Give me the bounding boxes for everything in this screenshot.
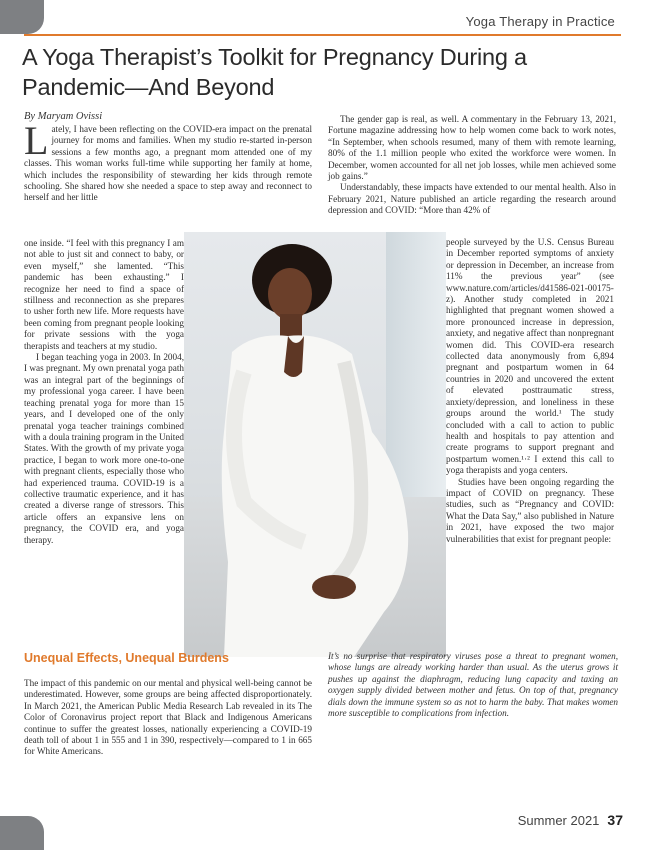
intro-paragraph — [24, 118, 312, 204]
paragraph: people surveyed by the U.S. Census Bureau in December reported symptoms of anxiety or depression in December, an increase from 11% the previous year” (see www.nature.com/articles/d41586-021-00175-z). Another study completed in 2021 highlighted that pregnant women showed a more pronounced increase in depression, anxiety, and negative affect than nonpregnant women did. This COVID-era research collected data anonymously from 6,894 pregnant and postpartum women in 64 countries in 2020 and uncovered the extent of elevated posttraumatic stress, anxiety/depression, and loneliness in these groups around the world.¹ The study concluded with a call to action to public health and hospitals to pay attention and create programs to support pregnant and postpartum women.¹·² I extend this call to yoga therapists and yoga centers. — [446, 237, 614, 476]
page-footer — [518, 812, 623, 828]
bottom-left-column — [24, 678, 312, 758]
pregnant-woman-figure — [184, 232, 446, 657]
byline: By Maryam Ovissi — [24, 111, 103, 122]
section-subhead: Unequal Effects, Unequal Burdens — [24, 651, 229, 665]
right-column-top — [328, 114, 616, 217]
header-rule — [24, 34, 621, 36]
pull-quote: It’s no surprise that respiratory viruses pose a threat to pregnant women, whose lungs are already working harder than usual. As the uterus grows it pushes up against the diaphragm, reducing lung capacity and taxing an oxygen supply divided between mother and fetus. On top of that, pregnancy dials down the immune system so as not to harm the baby. That makes women more susceptible to complications from infection. — [328, 651, 618, 719]
left-column-top — [24, 118, 312, 204]
paragraph: Understandably, these impacts have extended to our mental health. Also in February 2021, Nature published an article regarding the research around depression and COVID: “More than 42% of — [328, 182, 616, 216]
paragraph: one inside. “I feel with this pregnancy I am not able to just sit and connect to baby, or even myself,” she lamented. “This pandemic has been exhausting.” I recognize her need to find a space of stillness and reconnection as she prepares to usher forth new life. More requests have been coming from pregnant people looking for private sessions with the yoga therapists and teachers at my studio. — [24, 238, 184, 351]
page-number: 37 — [607, 812, 623, 828]
right-column-narrow — [446, 237, 614, 545]
left-column-narrow — [24, 238, 184, 546]
issue-label: Summer 2021 — [517, 813, 600, 828]
drop-cap: L — [24, 118, 49, 163]
intro-text: ately, I have been reflecting on the COVID-era impact on the prenatal journey for moms and families. When my studio re-started in-person sessions a few months ago, a pregnant mom attended one of my classes. This woman works full-time while supporting her family at home, which includes the responsibility of stewarding her kids through remote schooling. She shared how she needed a space to step away and reconnect to herself and her little — [24, 124, 312, 203]
paragraph: Studies have been ongoing regarding the impact of COVID on pregnancy. These studies, such as “Pregnancy and COVID: What the Data Say,” also published in Nature in 2021, have exposed the two major vulnerabilities that exist for pregnant people: — [446, 476, 614, 544]
section-label: Yoga Therapy in Practice — [465, 14, 615, 29]
page-tab-top — [0, 0, 44, 34]
paragraph: I began teaching yoga in 2003. In 2004, I was pregnant. My own prenatal yoga path was an integral part of the beginnings of my professional yoga career. I have been teaching prenatal yoga for more than 15 years, and I developed one of the only prenatal yoga teacher trainings combined with a doula training program in the United States. With the growth of my private yoga practice, I began to work more one-to-one with pregnant clients, especially those who had experienced trauma. COVID-19 is a collective traumatic experience, and it has created a diverse range of stressors. This article offers an expansive lens on pregnancy, the COVID era, and yoga therapy. — [24, 352, 184, 545]
article-title: A Yoga Therapist’s Toolkit for Pregnancy During a Pandemic—And Beyond — [22, 44, 527, 100]
paragraph: The gender gap is real, as well. A commentary in the February 13, 2021, Fortune magazine addressing how to help women come back to work notes, “In September, when schools resumed, many of them with remote learning, 80% of the 1.1 million people who exited the workforce were women. In December, women accounted for all net job losses, while men achieved some job gains.” — [328, 114, 616, 182]
paragraph: The impact of this pandemic on our mental and physical well-being cannot be underestimated. However, some groups are being affected disproportionately. In March 2021, the American Public Media Research Lab revealed in its The Color of Coronavirus project report that Black and Indigenous Americans continue to suffer the greatest losses, nationally experiencing a COVID-19 death toll of about 1 in 555 and 1 in 390, respectively—compared to 1 in 665 for White Americans. — [24, 678, 312, 757]
page-tab-bottom — [0, 816, 44, 850]
pregnant-woman-photo — [184, 232, 446, 657]
